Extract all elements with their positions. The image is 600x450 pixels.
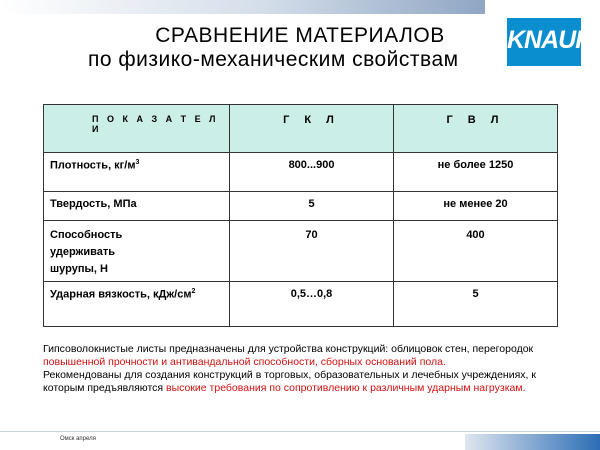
description-note bbox=[43, 343, 578, 395]
bottom-divider bbox=[0, 431, 600, 432]
gkl-value: 800...900 bbox=[230, 153, 394, 192]
gkl-value: 5 bbox=[230, 192, 394, 221]
gvl-value: не более 1250 bbox=[394, 153, 558, 192]
note-text: Рекомендованы для создания конструкций в торговых, образовательных и лечебных учреждениях, к которым предъявляются bbox=[43, 369, 536, 394]
footer-text: Омск апреля bbox=[60, 436, 96, 442]
row-name: Способность удерживать шурупы, Н bbox=[44, 221, 230, 282]
table-row bbox=[44, 153, 558, 192]
logo-text: KNAUF bbox=[507, 26, 590, 54]
row-name: Плотность, $кг/м^3$ bbox=[44, 153, 230, 192]
header-gvl: Г В Л bbox=[394, 105, 558, 153]
table-row bbox=[44, 221, 558, 282]
gvl-value: 400 bbox=[394, 221, 558, 282]
note-highlight: повышенной прочности и антивандальной способности, сборных оснований пола. bbox=[43, 356, 446, 368]
comparison-table bbox=[43, 104, 558, 327]
row-name: Ударная вязкость, кДж/$см^2$ bbox=[44, 282, 230, 327]
note-highlight: высокие требования по сопротивлению к различным ударным нагрузкам. bbox=[166, 382, 526, 394]
gvl-value: 5 bbox=[394, 282, 558, 327]
gkl-value: 70 bbox=[230, 221, 394, 282]
top-gradient-bar bbox=[0, 0, 485, 14]
title-line-1: СРАВНЕНИЕ МАТЕРИАЛОВ bbox=[155, 24, 445, 47]
gkl-value: 0,5…0,8 bbox=[230, 282, 394, 327]
title-line-2: по физико-механическим свойствам bbox=[88, 48, 459, 71]
table-row bbox=[44, 192, 558, 221]
row-name: Твердость, МПа bbox=[44, 192, 230, 221]
table-row bbox=[44, 282, 558, 327]
table-header-row bbox=[44, 105, 558, 153]
gvl-value: не менее 20 bbox=[394, 192, 558, 221]
header-gkl: Г К Л bbox=[230, 105, 394, 153]
bottom-gradient-bar bbox=[465, 434, 600, 450]
header-indicators: П О К А З А Т Е Л И bbox=[44, 105, 230, 153]
note-text: Гипсоволокнистые листы предназначены для устройства конструкций: облицовок стен, перегородок bbox=[43, 343, 534, 355]
